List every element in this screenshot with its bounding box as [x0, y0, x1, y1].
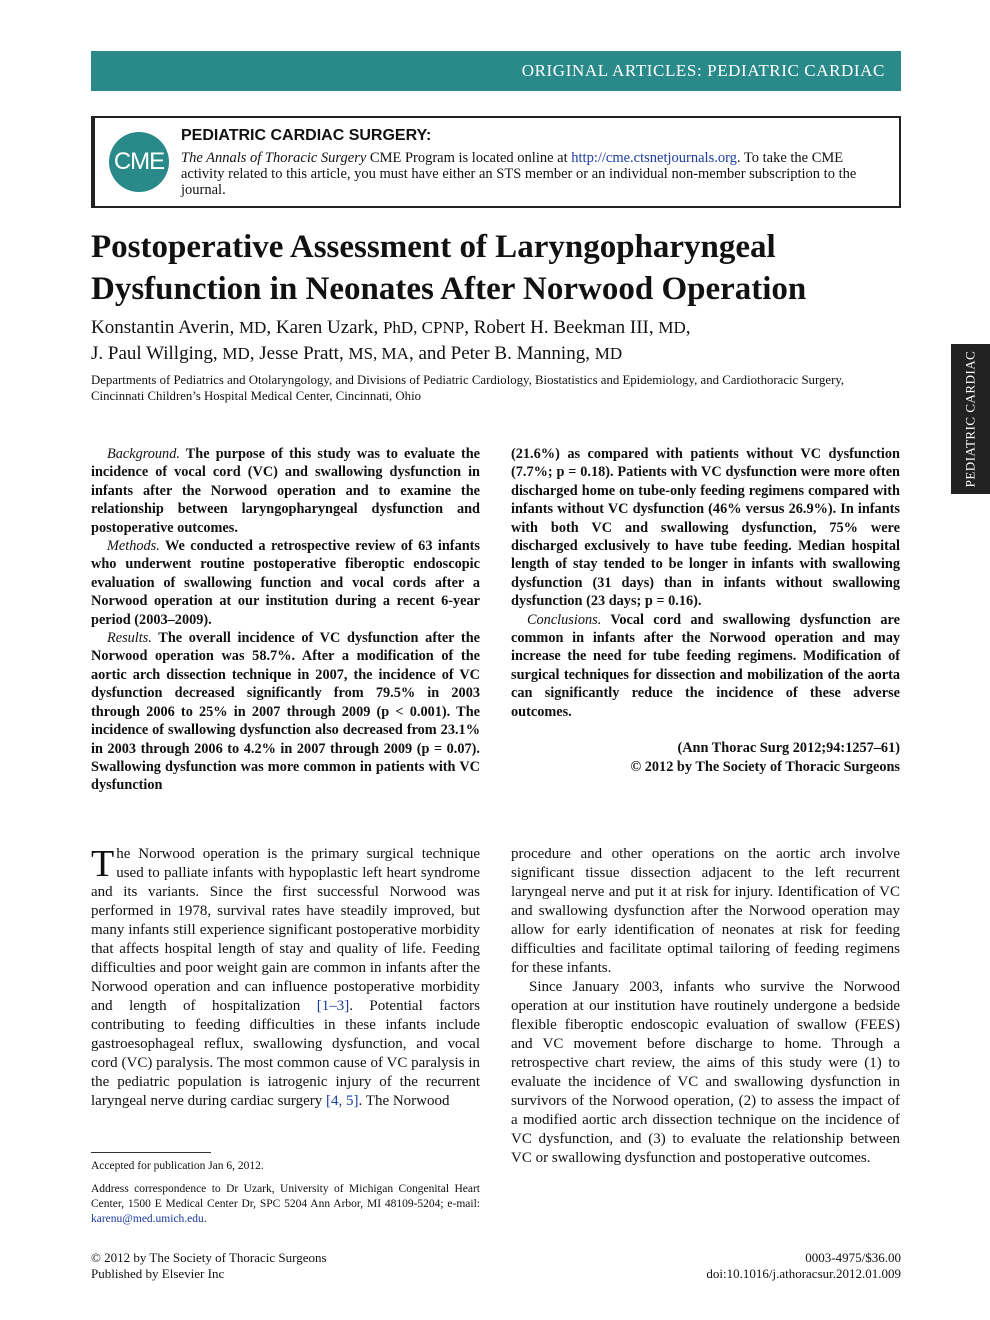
section-side-tab [951, 344, 990, 494]
drop-cap: T [91, 843, 115, 885]
author-name: Jesse Pratt [259, 343, 339, 364]
footnote-accepted: Accepted for publication Jan 6, 2012. [91, 1160, 264, 1172]
footer-doi: doi:10.1016/j.athoracsur.2012.01.009 [706, 1266, 901, 1281]
abstract-text: The purpose of this study was to evaluate the incidence of vocal cord (VC) and swallowing dysfunction in infants after the Norwood operation and to examine the relationship between laryngopharyngeal dysfunction and postoperative outcomes. [91, 446, 480, 536]
abstract-label: Methods. [107, 538, 160, 555]
affiliation: Departments of Pediatrics and Otolaryngology, and Divisions of Pediatric Cardiology, Biostatistics and Epidemiology, and Cardiothoracic Surgery, Cincinnati Children’s Hospital Medical Center, Cincinnati, Ohio [91, 373, 845, 403]
abstract-background [91, 445, 480, 537]
body-text: . Potential factors contributing to feeding difficulties in these infants include gastroesophageal reflux, swallowing dysfunction, and vocal cord (VC) paralysis. The most common cause of VC paralysis in the pediatric population is iatrogenic injury of the recurrent laryngeal nerve during cardiac surgery [91, 998, 481, 1109]
article-title: Postoperative Assessment of Laryngopharyngeal Dysfunction in Neonates After Norwood Operation [91, 229, 807, 307]
abstract-text: Vocal cord and swallowing dysfunction are common in infants after the Norwood operation and may increase the need for tube feeding regimens. Modification of surgical techniques for dissection and mobilization of the aorta can significantly reduce the incidence of these adverse outcomes. [511, 611, 900, 720]
footer-issn: 0003-4975/$36.00 [805, 1250, 901, 1265]
abstract-right-column [511, 445, 900, 776]
abstract-conclusions [511, 611, 900, 721]
body-paragraph: Since January 2003, infants who survive the Norwood operation at our institution have routinely undergone a bedside flexible fiberoptic endoscopic evaluation of swallow (FEES) and VC movement before discharge to home. Through a retrospective chart review, the aims of this study were (1) to evaluate the incidence of VC and swallowing dysfunction in survivors of the Norwood operation, (2) to assess the impact of a modified aortic arch dissection technique on the incidence of VC dysfunction, and (3) to evaluate the relationship between VC or swallowing dysfunction and postoperative outcomes. [511, 979, 900, 1166]
footnote-text: Address correspondence to Dr Uzark, University of Michigan Congenital Heart Center, 1500 E Medical Center Dr, SPC 5204 Ann Arbor, MI 48109-5204; e-mail: [91, 1183, 480, 1210]
author-degree: MS, MA [348, 344, 409, 363]
email-link[interactable]: karenu@med.umich.edu [91, 1213, 204, 1225]
cme-logo [109, 132, 169, 192]
footnote-address [91, 1182, 480, 1227]
body-left-column [91, 845, 480, 1111]
cme-box [91, 116, 901, 208]
footnote-divider [91, 1152, 211, 1153]
footer-copyright: © 2012 by The Society of Thoracic Surgeons [91, 1250, 327, 1265]
abstract-results-cont [511, 445, 900, 611]
author-list: Konstantin Averin, MD, Karen Uzark, PhD, CPNP, Robert H. Beekman III, MD, J. Paul Willging, MD, Jesse Pratt, MS, MA, and Peter B. Manning, MD [91, 317, 691, 364]
footnote-text: . [203, 1213, 207, 1225]
cme-text [181, 150, 881, 198]
body-paragraph [91, 845, 480, 1111]
citation-text: (Ann Thorac Surg 2012;94:1257–61) [677, 740, 900, 757]
cme-text-2: . To take the CME activity related to this article, you must have either an STS member or an individual non-member subscription to the journal. [181, 150, 857, 198]
abstract-text: The overall incidence of VC dysfunction after the Norwood operation was 58.7%. After a modification of the aortic arch dissection technique in 2007, the incidence of VC dysfunction decreased significantly from 79.5% in 2003 through 2006 to 25% in 2007 through 2009 (p < 0.001). The incidence of swallowing dysfunction also decreased from 23.1% in 2003 through 2006 to 4.2% in 2007 through 2009 (p = 0.07). Swallowing dysfunction was more common in patients with VC dysfunction [91, 630, 480, 794]
footer-left [91, 1250, 327, 1282]
author-name: Karen Uzark [275, 317, 374, 338]
abstract-text: We conducted a retrospective review of 63 infants who underwent routine postoperative fiberoptic endoscopic evaluation of swallowing function and vocal cords after a Norwood operation at our institution during a recent 6-year period (2003–2009). [91, 538, 480, 628]
body-paragraph: procedure and other operations on the aortic arch involve significant tissue dissection adjacent to the left recurrent laryngeal nerve and put it at risk for injury. Identification of VC and swallowing dysfunction after the Norwood operation may allow for early identification of neonates at risk for feeding difficulties and facilitate optimal tailoring of feeding regimens for these infants. [511, 846, 900, 976]
author-name: Robert H. Beekman III [473, 317, 649, 338]
author-name: Konstantin Averin [91, 317, 230, 338]
body-text: he Norwood operation is the primary surgical technique used to palliate infants with hypoplastic left heart syndrome and its variants. Since the first successful Norwood was performed in 1978, survival rates have steadily improved, but many infants still experience significant postoperative morbidity that affects hospital length of stay and quality of life. Feeding difficulties and poor weight gain are common in infants after the Norwood operation and can influence postoperative morbidity and length of hospitalization [91, 846, 480, 1014]
abstract-results [91, 629, 480, 795]
section-title: ORIGINAL ARTICLES: PEDIATRIC CARDIAC [521, 61, 885, 80]
body-text: . The Norwood [358, 1093, 450, 1109]
reference-link[interactable]: [1–3] [316, 998, 350, 1014]
cme-link[interactable]: http://cme.ctsnetjournals.org [571, 150, 737, 166]
cme-logo-text: CME [113, 148, 165, 175]
body-right-column [511, 845, 900, 1168]
abstract-methods [91, 537, 480, 629]
abstract-label: Background. [107, 446, 180, 462]
side-tab-label: PEDIATRIC CARDIAC [962, 350, 978, 488]
author-degree: MD [222, 344, 250, 363]
author-name: J. Paul Willging [91, 343, 213, 364]
author-degree: MD [594, 344, 623, 363]
abstract-label: Results. [107, 630, 152, 647]
footer-publisher: Published by Elsevier Inc [91, 1266, 225, 1281]
author-degree: MD [658, 318, 686, 337]
abstract-copyright: © 2012 by The Society of Thoracic Surgeons [630, 758, 900, 775]
reference-link[interactable]: [4, 5] [326, 1093, 359, 1109]
cme-heading: PEDIATRIC CARDIAC SURGERY: [181, 127, 432, 144]
cme-journal: The Annals of Thoracic Surgery [181, 150, 367, 166]
abstract-text: (21.6%) as compared with patients without VC dysfunction (7.7%; p = 0.18). Patients with VC dysfunction were more often discharged home on tube-only feeding regimens compared with infants without VC dysfunction (46% versus 26.9%). In infants with both VC and swallowing dysfunction, 75% were discharged exclusively to have tube feeding. Median hospital length of stay tended to be longer in infants with swallowing dysfunction (31 days) than in infants without swallowing dysfunction (23 days; p = 0.16). [511, 446, 900, 610]
abstract-left-column [91, 445, 480, 795]
author-name: Peter B. Manning [450, 343, 586, 364]
author-degree: PhD, CPNP [382, 318, 465, 337]
abstract-label: Conclusions. [527, 611, 602, 628]
footer-right [706, 1250, 901, 1282]
cme-text-1: CME Program is located online at [366, 150, 572, 166]
author-degree: MD [238, 318, 267, 337]
citation [511, 739, 900, 776]
section-banner [91, 51, 901, 91]
